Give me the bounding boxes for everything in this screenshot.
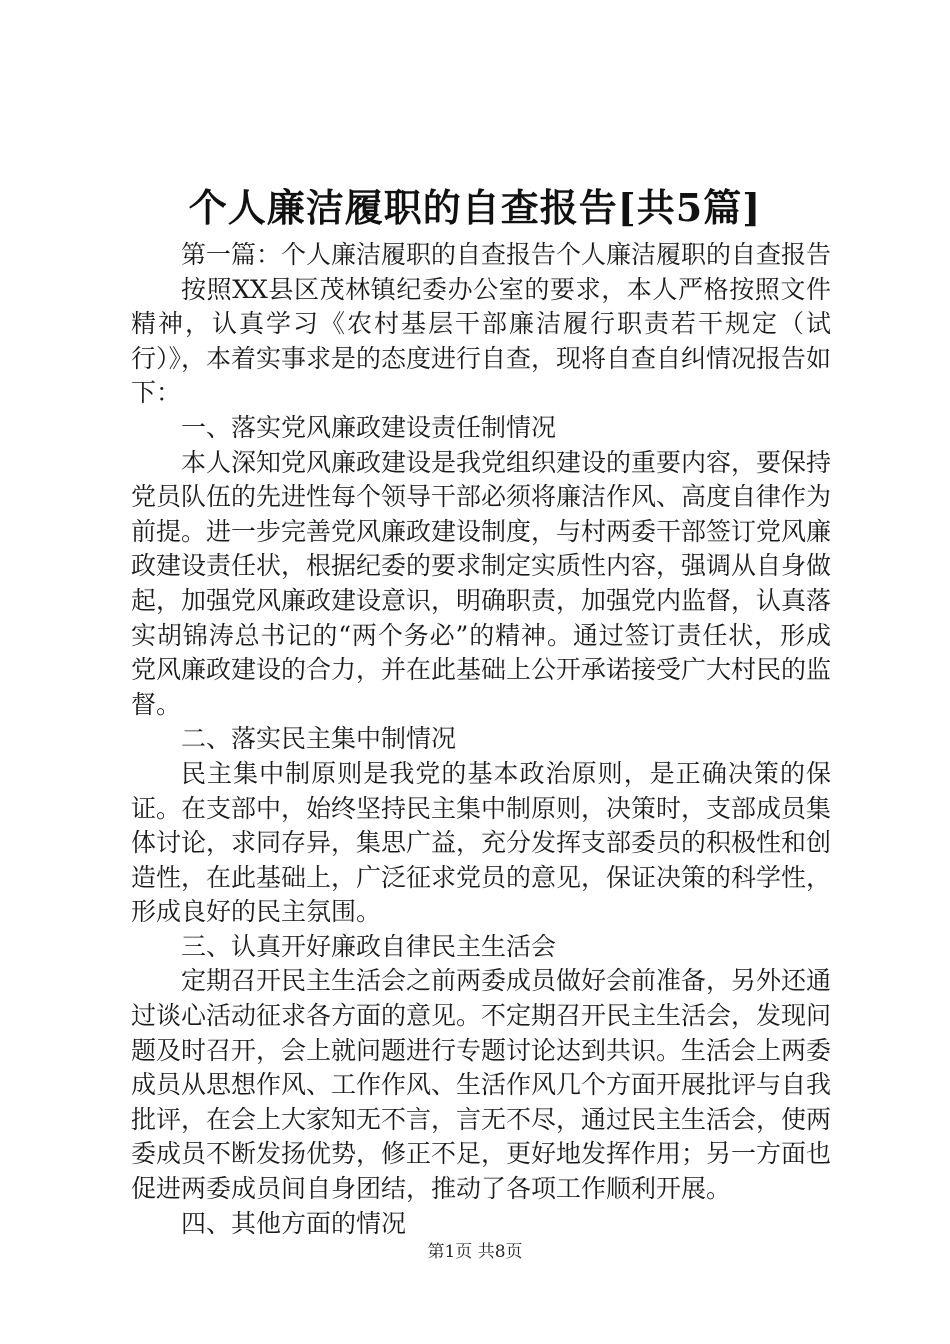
paragraph: 定期召开民主生活会之前两委成员做好会前准备，另外还通过谈心活动征求各方面的意见。不定期召开民主生活会，发现问题及时召开，会上就问题进行专题讨论达到共识。生活会上两委成员从思想作风、工作作风、生活作风几个方面开展批评与自我批评，在会上大家知无不言，言无不尽，通过民主生活会，使两委成员不断发扬优势，修正不足，更好地发挥作用；另一方面也促进两委成员间自身团结，推动了各项工作顺利开展。 <box>131 966 832 1204</box>
section-heading: 三、认真开好廉政自律民主生活会 <box>181 931 557 961</box>
paragraph: 按照XX县区茂林镇纪委办公室的要求，本人严格按照文件精神，认真学习《农村基层干部廉洁履行职责若干规定（试行）》，本着实事求是的态度进行自查，现将自查自纠情况报告如下： <box>131 274 832 408</box>
page-number-footer: 第1页 共8页 <box>427 1242 523 1262</box>
paragraph: 本人深知党风廉政建设是我党组织建设的重要内容，要保持党员队伍的先进性每个领导干部必须将廉洁作风、高度自律作为前提。进一步完善党风廉政建设制度，与村两委干部签订党风廉政建设责任状，根据纪委的要求制定实质性内容，强调从自身做起，加强党风廉政建设意识，明确职责，加强党内监督，认真落实胡锦涛总书记的“两个务必”的精神。通过签订责任状，形成党风廉政建设的合力，并在此基础上公开承诺接受广大村民的监督。 <box>131 447 832 719</box>
section-heading: 一、落实党风廉政建设责任制情况 <box>181 412 557 442</box>
document-title: 个人廉洁履职的自查报告[共5篇] <box>188 185 762 230</box>
paragraph: 民主集中制原则是我党的基本政治原则，是正确决策的保证。在支部中，始终坚持民主集中制原则，决策时，支部成员集体讨论，求同存异，集思广益，充分发挥支部委员的积极性和创造性，在此基础上，广泛征求党员的意见，保证决策的科学性，形成良好的民主氛围。 <box>131 758 832 927</box>
document-body <box>131 238 831 1241</box>
paragraph: 第一篇：个人廉洁履职的自查报告个人廉洁履职的自查报告 <box>181 240 832 269</box>
section-heading: 四、其他方面的情况 <box>181 1208 407 1238</box>
section-heading: 二、落实民主集中制情况 <box>181 724 457 754</box>
